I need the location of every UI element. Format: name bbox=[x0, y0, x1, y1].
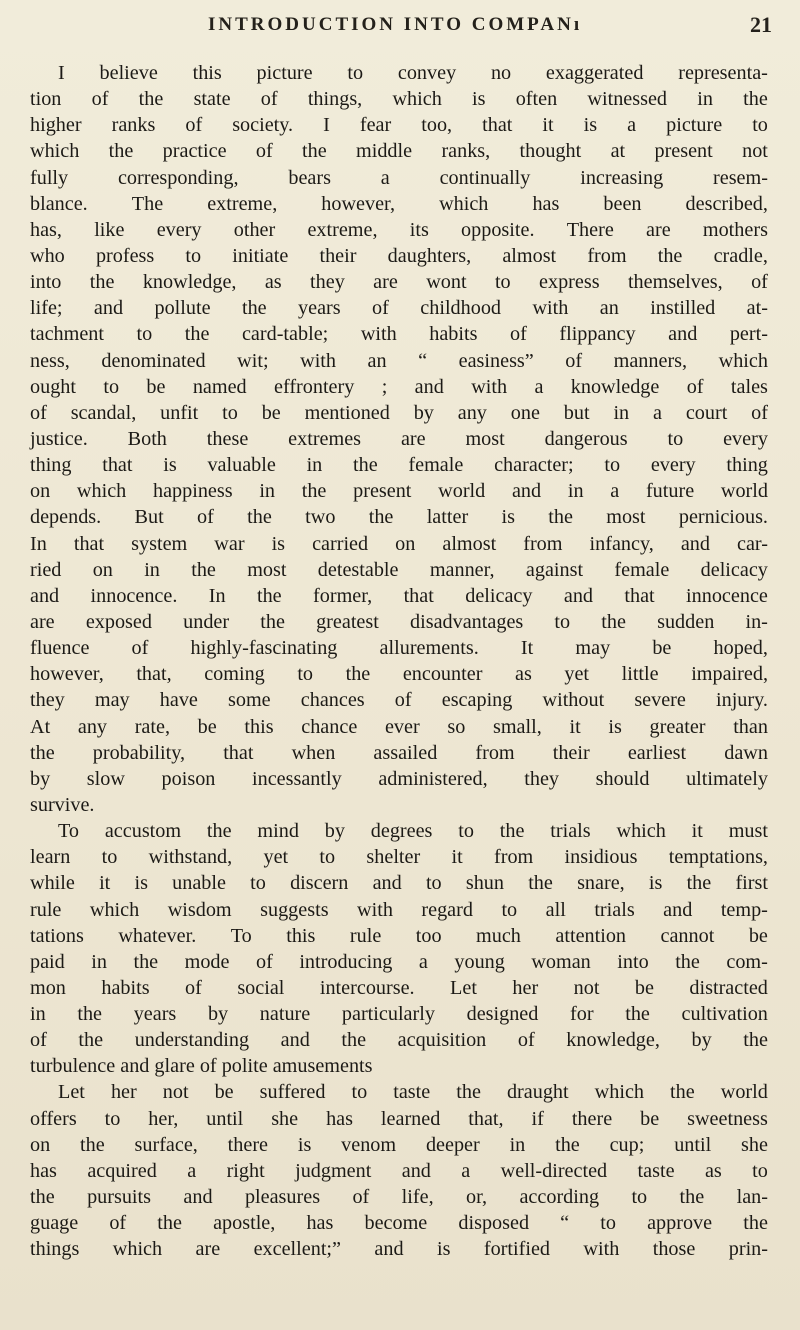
text-line: in the years by nature particularly designed for the cultivation bbox=[30, 1003, 768, 1026]
text-line: life; and pollute the years of childhood with an instilled at- bbox=[30, 297, 768, 320]
text-line: however, that, coming to the encounter as yet little impaired, bbox=[30, 663, 768, 686]
text-line: survive. bbox=[30, 793, 95, 816]
text-line: thing that is valuable in the female character; to every thing bbox=[30, 454, 768, 477]
text-line: blance. The extreme, however, which has been described, bbox=[30, 192, 768, 215]
text-line: has acquired a right judgment and a well-directed taste as to bbox=[30, 1159, 768, 1182]
text-line: guage of the apostle, has become disposed “ to approve the bbox=[30, 1212, 768, 1235]
text-line: of the understanding and the acquisition of knowledge, by the bbox=[30, 1029, 768, 1052]
text-line: things which are excellent;” and is fortified with those prin- bbox=[30, 1238, 768, 1261]
text-line: tion of the state of things, which is often witnessed in the bbox=[30, 88, 768, 111]
text-line: while it is unable to discern and to shun the snare, is the first bbox=[30, 872, 768, 895]
text-line: who profess to initiate their daughters, almost from the cradle, bbox=[30, 244, 768, 267]
text-line: higher ranks of society. I fear too, that it is a picture to bbox=[30, 114, 768, 137]
text-line: which the practice of the middle ranks, thought at present not bbox=[30, 140, 768, 163]
text-line: justice. Both these extremes are most dangerous to every bbox=[30, 427, 768, 450]
body-text bbox=[30, 60, 768, 1262]
text-line: depends. But of the two the latter is the most pernicious. bbox=[30, 506, 768, 529]
text-line: offers to her, until she has learned that, if there be sweetness bbox=[30, 1107, 768, 1130]
text-line: and innocence. In the former, that delicacy and that innocence bbox=[30, 584, 768, 607]
text-line: learn to withstand, yet to shelter it from insidious temptations, bbox=[30, 846, 768, 869]
text-line: mon habits of social intercourse. Let her not be distracted bbox=[30, 976, 768, 999]
text-line: To accustom the mind by degrees to the trials which it must bbox=[58, 820, 768, 843]
text-line: tations whatever. To this rule too much attention cannot be bbox=[30, 924, 768, 947]
text-line: of scandal, unfit to be mentioned by any one but in a court of bbox=[30, 401, 768, 424]
text-line: on the surface, there is venom deeper in the cup; until she bbox=[30, 1133, 768, 1156]
text-line: the probability, that when assailed from their earliest dawn bbox=[30, 741, 768, 764]
text-line: fully corresponding, bears a continually increasing resem- bbox=[30, 166, 768, 189]
text-line: are exposed under the greatest disadvantages to the sudden in- bbox=[30, 610, 768, 633]
text-line: turbulence and glare of polite amusements bbox=[30, 1055, 373, 1078]
text-line: by slow poison incessantly administered, they should ultimately bbox=[30, 767, 768, 790]
text-line: I believe this picture to convey no exaggerated representa- bbox=[58, 62, 768, 84]
text-line: paid in the mode of introducing a young woman into the com- bbox=[30, 950, 768, 973]
running-head: INTRODUCTION INTO COMPANı bbox=[208, 14, 583, 35]
text-line: At any rate, be this chance ever so small, it is greater than bbox=[30, 715, 768, 738]
text-line: ried on in the most detestable manner, against female delicacy bbox=[30, 558, 768, 581]
text-line: ness, denominated wit; with an “ easiness” of manners, which bbox=[30, 349, 768, 372]
text-line: tachment to the card-table; with habits of flippancy and pert- bbox=[30, 323, 768, 346]
text-line: Let her not be suffered to taste the draught which the world bbox=[58, 1081, 768, 1104]
text-line: rule which wisdom suggests with regard to all trials and temp- bbox=[30, 898, 768, 921]
text-line: on which happiness in the present world and in a future world bbox=[30, 480, 768, 503]
page-number: 21 bbox=[750, 12, 772, 37]
text-line: the pursuits and pleasures of life, or, according to the lan- bbox=[30, 1186, 768, 1209]
text-line: into the knowledge, as they are wont to express themselves, of bbox=[30, 271, 768, 294]
page-header bbox=[0, 10, 800, 46]
text-line: ought to be named effrontery ; and with a knowledge of tales bbox=[30, 375, 768, 398]
text-line: fluence of highly-fascinating allurements. It may be hoped, bbox=[30, 637, 768, 660]
text-line: In that system war is carried on almost from infancy, and car- bbox=[30, 532, 768, 555]
text-line: they may have some chances of escaping without severe injury. bbox=[30, 689, 768, 712]
text-line: has, like every other extreme, its opposite. There are mothers bbox=[30, 218, 768, 241]
